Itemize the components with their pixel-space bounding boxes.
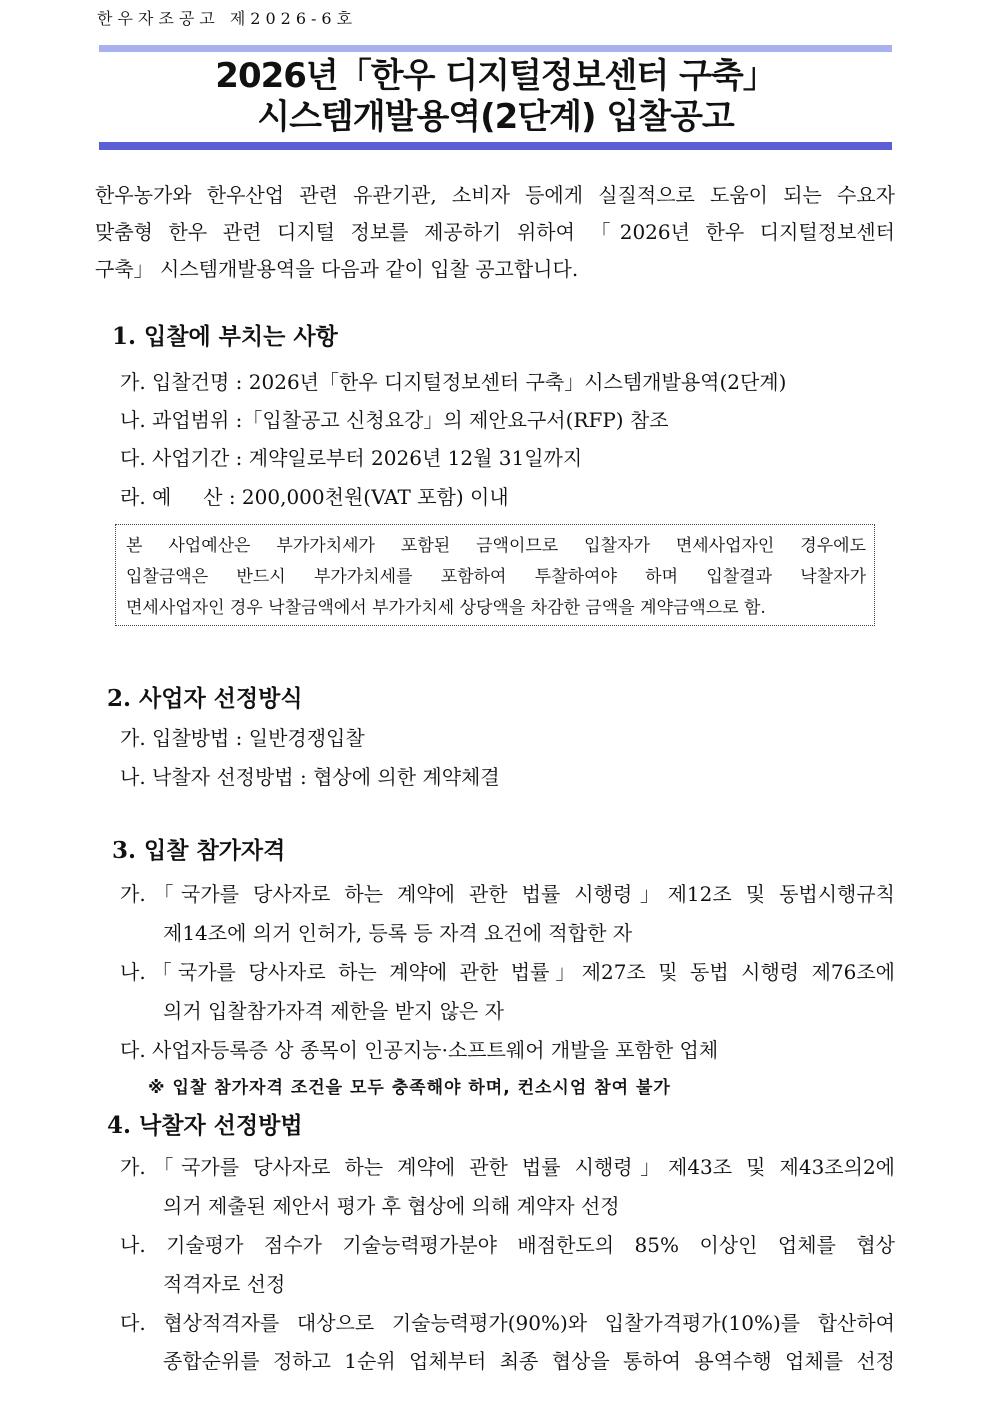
section-4-item-b-line-1: 나. 기술평가 점수가 기술능력평가분야 배점한도의 85% 이상인 업체를 협상: [120, 1233, 895, 1257]
intro-line-1: 한우농가와 한우산업 관련 유관기관, 소비자 등에게 실질적으로 도움이 되는 수요자: [95, 183, 895, 207]
budget-notice-box: [115, 524, 875, 626]
section-1-heading: 1. 입찰에 부치는 사항: [112, 323, 338, 350]
section-1-item-d: 라. 예 산 : 200,000천원(VAT 포함) 이내: [120, 485, 509, 509]
section-2-item-a: 가. 입찰방법 : 일반경쟁입찰: [120, 726, 365, 750]
section-4-item-a-line-2: 의거 제출된 제안서 평가 후 협상에 의해 계약자 선정: [163, 1194, 620, 1218]
notice-number: 한우자조공고 제2026-6호: [97, 9, 358, 28]
section-4-heading: 4. 낙찰자 선정방법: [107, 1112, 303, 1139]
intro-paragraph: [95, 177, 895, 288]
title-bottom-rule: [99, 142, 892, 150]
section-3-item-b-line-2: 의거 입찰참가자격 제한을 받지 않은 자: [163, 999, 504, 1023]
section-1-item-b: 나. 과업범위 :「입찰공고 신청요강」의 제안요구서(RFP) 참조: [120, 408, 669, 432]
title-line-2: 시스템개발용역(2단계) 입찰공고: [257, 97, 734, 137]
section-2-item-b: 나. 낙찰자 선정방법 : 협상에 의한 계약체결: [120, 765, 500, 789]
section-3-item-a-line-1: 가.「국가를 당사자로 하는 계약에 관한 법률 시행령」제12조 및 동법시행규칙: [120, 882, 895, 906]
title-line-1: 2026년「한우 디지털정보센터 구축」: [215, 56, 776, 96]
section-4-item-b-line-2: 적격자로 선정: [163, 1272, 286, 1296]
document-title: [99, 56, 892, 138]
section-3-heading: 3. 입찰 참가자격: [112, 837, 286, 864]
intro-line-3: 구축」 시스템개발용역을 다음과 같이 입찰 공고합니다.: [95, 257, 579, 281]
section-4-item-c-line-2: 종합순위를 정하고 1순위 업체부터 최종 협상을 통하여 용역수행 업체를 선정: [163, 1349, 895, 1373]
section-3-item-b-line-1: 나.「국가를 당사자로 하는 계약에 관한 법률」제27조 및 동법 시행령 제76조에: [120, 960, 895, 984]
section-3-item-a-line-2: 제14조에 의거 인허가, 등록 등 자격 요건에 적합한 자: [163, 921, 633, 945]
section-4-item-c-line-1: 다. 협상적격자를 대상으로 기술능력평가(90%)와 입찰가격평가(10%)를 합산하여: [120, 1311, 895, 1335]
intro-line-2: 맞춤형 한우 관련 디지털 정보를 제공하기 위하여 「2026년 한우 디지털정보센터: [95, 220, 895, 244]
eligibility-note: ※ 입찰 참가자격 조건을 모두 충족해야 하며, 컨소시엄 참여 불가: [148, 1078, 671, 1098]
section-3-item-c: 다. 사업자등록증 상 종목이 인공지능·소프트웨어 개발을 포함한 업체: [120, 1038, 719, 1062]
section-2-heading: 2. 사업자 선정방식: [107, 685, 303, 712]
section-1-item-c: 다. 사업기간 : 계약일로부터 2026년 12월 31일까지: [120, 446, 583, 470]
budget-notice-line-1: 본 사업예산은 부가가치세가 포함된 금액이므로 입찰자가 면세사업자인 경우에도: [126, 536, 866, 556]
title-top-rule: [99, 45, 892, 52]
budget-notice-line-3: 면세사업자인 경우 낙찰금액에서 부가가치세 상당액을 차감한 금액을 계약금액으로 함.: [126, 598, 766, 618]
budget-notice-line-2: 입찰금액은 반드시 부가가치세를 포함하여 투찰하여야 하며 입찰결과 낙찰자가: [126, 567, 866, 587]
section-4-item-a-line-1: 가.「국가를 당사자로 하는 계약에 관한 법률 시행령」제43조 및 제43조의2에: [120, 1155, 895, 1179]
section-1-item-a: 가. 입찰건명 : 2026년「한우 디지털정보센터 구축」시스템개발용역(2단계): [120, 370, 787, 394]
